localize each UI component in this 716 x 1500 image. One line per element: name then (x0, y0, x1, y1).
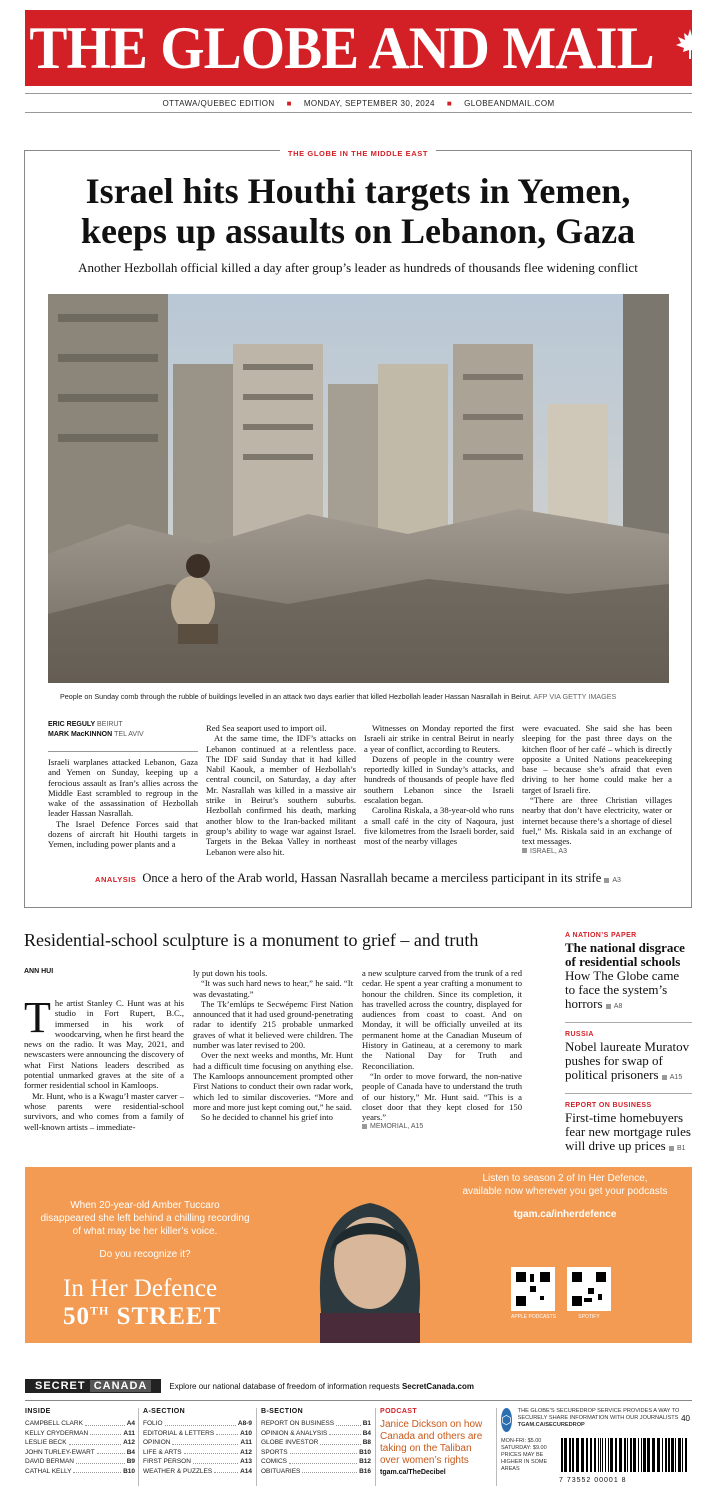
index-item-page: B10 (359, 1448, 371, 1456)
second-column-2 (193, 968, 353, 1122)
lead-column-3 (364, 723, 514, 847)
lead-photo (48, 294, 669, 683)
teaser-headline[interactable]: How The Globe came to face the system’s horrors (565, 968, 680, 1011)
index-row[interactable] (143, 1419, 252, 1429)
leader-dots (302, 1467, 357, 1474)
analysis-ref: A3 (612, 877, 621, 884)
edition-site[interactable]: GLOBEANDMAIL.COM (464, 98, 555, 108)
index-podcast[interactable]: PODCAST Janice Dickson on how Canada and others are taking on the Taliban over women’s rights tgam.ca/TheDecibel (375, 1408, 493, 1486)
securedrop-text: THE GLOBE’S SECUREDROP SERVICE PROVIDES A WAY TO SECURELY SHARE INFORMATION WITH OUR JOURNALISTS (517, 1408, 680, 1421)
square-bullet-icon (362, 1124, 367, 1129)
barcode-bar (662, 1438, 663, 1472)
qr-code-icon (567, 1267, 611, 1311)
leader-dots (329, 1429, 360, 1436)
lead-deck: Another Hezbollah official killed a day after group’s leader as hundreds of thousands flee widening conflict (78, 260, 638, 275)
podcast-link[interactable]: tgam.ca/TheDecibel (380, 1469, 446, 1476)
teaser-kicker: A NATION’S PAPER (565, 932, 637, 939)
index-item-page: A13 (240, 1458, 252, 1465)
podcast-text[interactable]: Janice Dickson on how Canada and others are taking on the Taliban over women’s rights (380, 1419, 483, 1466)
barcode-number: 7 73552 00001 8 (559, 1477, 627, 1484)
barcode-bar (624, 1438, 626, 1472)
index-row[interactable] (143, 1438, 252, 1448)
paragraph: So he decided to channel his grief into (201, 1112, 333, 1123)
barcode-bar (598, 1438, 599, 1472)
byline-rule (48, 751, 198, 752)
paragraph: Mr. Hunt, who is a Kwagu’ł master carver – whose parents were residential-school survivors, and who comes from a family of well-known artists – immediate- (24, 1090, 184, 1132)
barcode-bar (572, 1438, 574, 1472)
ad-left-text: When 20-year-old Amber Tuccaro disappeared she left behind a chilling recording of what may be her killer’s voice. Do you recognize it? (40, 1200, 250, 1260)
second-column-3 (362, 968, 522, 1133)
barcode-bar (561, 1438, 563, 1472)
leader-dots (85, 1419, 125, 1426)
price-line: MON-FRI: $5.00 (501, 1438, 542, 1444)
barcode-bar (594, 1438, 596, 1472)
index-row[interactable] (261, 1438, 371, 1448)
leader-dots (97, 1448, 125, 1455)
index-row[interactable] (143, 1467, 252, 1477)
paragraph: a new sculpture carved from the trunk of a red cedar. He spent a year crafting a monument to honour the children. Since its completion, it has travelled across the country, displayed for audiences from coast to coast. And on Monday, it will be officially unveiled at its permanent home at the Canadian Museum of History in Gatineau, at a ceremony to mark the National Day for Truth and Reconciliation. (362, 968, 522, 1071)
sidebar-teaser[interactable]: A NATION’S PAPER The national disgrace of residential schools How The Globe came to face the system’s horrors A8 (565, 932, 692, 1014)
leader-dots (193, 1457, 238, 1464)
index-item-label: CAMPBELL CLARK (25, 1420, 83, 1427)
secret-link[interactable]: SecretCanada.com (401, 1381, 474, 1391)
barcode-bar (671, 1438, 674, 1472)
masthead-title: THE GLOBE AND MAIL (29, 14, 654, 81)
barcode-bar (569, 1438, 571, 1472)
barcode-bar (647, 1438, 650, 1472)
index-item-label: FOLIO (143, 1420, 163, 1427)
leader-dots (73, 1467, 121, 1474)
lead-column-2 (206, 723, 356, 857)
price-line: PRICES MAY BE (501, 1452, 544, 1458)
index-item-label: OPINION & ANALYSIS (261, 1429, 328, 1437)
securedrop-link[interactable]: TGAM.CA/SECUREDROP (517, 1422, 585, 1428)
caption-credit: AFP VIA GETTY IMAGES (533, 692, 617, 701)
paragraph: Dozens of people in the country were reportedly killed in Sunday’s attacks, and hundreds of thousands of people have fled southern Lebanon since the Israeli escalation began. (364, 753, 514, 806)
edition-date: MONDAY, SEPTEMBER 30, 2024 (303, 98, 435, 108)
teaser-headline[interactable]: Nobel laureate Muratov pushes for swap of political prisoners (565, 1039, 690, 1082)
index-item-label: SPORTS (261, 1448, 288, 1456)
index-a-section: A-SECTION FOLIO A8-9 EDITORIAL & LETTERS A10 OPINION A11 LIFE & ARTS A12 FIRST PERSON A13 WEATHER & PUZZLES A14 (138, 1408, 252, 1486)
paragraph: “It was such hard news to hear,” he said. “It was devastating.” (193, 978, 353, 999)
index-row[interactable] (261, 1419, 371, 1429)
index-row[interactable] (143, 1448, 252, 1458)
paragraph: Carolina Riskala, a 38-year-old who runs a small café in the city of Naqoura, just five kilometres from the Israeli border, said most of the nearby villages (364, 805, 514, 847)
index-item-page: B8 (362, 1439, 371, 1446)
index-item-label: DAVID BERMAN (25, 1458, 74, 1465)
barcode-bar (685, 1438, 687, 1472)
leader-dots (289, 1457, 357, 1464)
barcode-bar (590, 1438, 592, 1472)
index-row[interactable] (261, 1448, 371, 1458)
index-item-page: A10 (240, 1429, 252, 1437)
barcode-bar (652, 1438, 655, 1472)
qr-label: SPOTIFY (578, 1314, 600, 1320)
sidebar-teaser[interactable]: RUSSIA Nobel laureate Muratov pushes for swap of political prisoners A15 (565, 1031, 692, 1085)
leader-dots (290, 1448, 357, 1455)
leader-dots (184, 1448, 239, 1455)
barcode-bar (627, 1438, 628, 1472)
leader-dots (216, 1429, 238, 1436)
barcode-bar (605, 1438, 606, 1472)
jump-link[interactable]: MEMORIAL, A15 (362, 1122, 522, 1132)
index-item-page: B9 (126, 1458, 135, 1465)
paragraph: “In order to move forward, the non-native people of Canada have to understand the truth of our history,” Mr. Hunt said. “This is a closet door that they kept closed for 150 years.” (362, 1070, 522, 1123)
caption-text: People on Sunday comb through the rubble of buildings levelled in an attack two days earlier that killed Hezbollah leader Hassan Nasrallah in Beirut. (60, 692, 532, 701)
barcode-bar (678, 1438, 681, 1472)
qr-spotify[interactable] (567, 1267, 611, 1320)
paragraph: Red Sea seaport used to import oil. (206, 723, 327, 733)
barcode-bar (600, 1438, 601, 1472)
ad-right-text: Listen to season 2 of In Her Defence, available now wherever you get your podcasts tgam.ca/inherdefence (440, 1172, 690, 1221)
price-list (501, 1438, 553, 1484)
edition-bar (25, 93, 692, 113)
index-row[interactable] (25, 1457, 135, 1467)
index-item-page: B1 (362, 1420, 371, 1427)
leader-dots (214, 1467, 238, 1474)
byline-name: MARK MacKINNON (48, 731, 113, 738)
index-item-label: EDITORIAL & LETTERS (143, 1429, 215, 1437)
index-row[interactable] (25, 1448, 135, 1458)
jump-link[interactable]: ISRAEL, A3 (522, 847, 672, 857)
barcode-bar (641, 1438, 642, 1472)
lead-column-1 (48, 757, 198, 850)
teaser-kicker: REPORT ON BUSINESS (565, 1102, 652, 1109)
price-line: SATURDAY: $9.00 (501, 1445, 547, 1451)
lead-headline[interactable] (25, 171, 691, 251)
index-item-label: LESLIE BECK (25, 1439, 67, 1446)
photo-caption (60, 692, 680, 701)
separator-dot-icon: ■ (446, 98, 453, 108)
analysis-teaser[interactable] (25, 871, 691, 886)
index-row[interactable] (261, 1467, 371, 1477)
secret-text: Explore our national database of freedom of information requests (169, 1381, 400, 1391)
index-item-label: OPINION (143, 1439, 171, 1446)
leader-dots (336, 1419, 361, 1426)
index-item-label: JOHN TURLEY-EWART (25, 1448, 95, 1456)
edition-name: OTTAWA/QUEBEC EDITION (162, 98, 275, 108)
leader-dots (76, 1457, 125, 1464)
barcode-bar (633, 1438, 636, 1472)
index-row[interactable] (261, 1429, 371, 1439)
barcode-bar (576, 1438, 579, 1472)
teaser-headline[interactable]: First-time homebuyers fear new mortgage rules will drive up prices (565, 1110, 691, 1153)
leader-dots (90, 1429, 121, 1436)
sidebar-teasers (565, 932, 692, 1156)
index-b-section: B-SECTION REPORT ON BUSINESS B1 OPINION & ANALYSIS B4 GLOBE INVESTOR B8 SPORTS B10 COMICS B12 OBITUARIES B16 (256, 1408, 371, 1486)
drop-cap: T (24, 993, 51, 1042)
barcode-bar (675, 1438, 676, 1472)
ad-title: In Her Defence 50TH STREET (63, 1275, 222, 1330)
teaser-headline-bold[interactable]: The national disgrace of residential schools (565, 940, 685, 969)
index-securedrop (496, 1408, 692, 1486)
barcode-bar (619, 1438, 622, 1472)
maple-leaf-icon (676, 29, 704, 67)
second-byline: ANN HUI (24, 968, 54, 975)
index-item-page: B10 (123, 1467, 135, 1475)
byline-location: BEIRUT (97, 721, 123, 728)
leader-dots (165, 1419, 236, 1426)
divider (565, 1093, 692, 1094)
barcode-bar (630, 1438, 632, 1472)
paragraph: The Israel Defence Forces said that dozens of aircraft hit Houthi targets in Yemen, including power plants and a (48, 818, 198, 850)
index-item-label: REPORT ON BUSINESS (261, 1420, 335, 1427)
square-bullet-icon (604, 878, 609, 883)
index-item-page: B4 (362, 1429, 371, 1437)
barcode-bar (581, 1438, 584, 1472)
masthead (25, 10, 692, 86)
index-item-page: A11 (240, 1439, 252, 1446)
secret-canada-logo: SECRET CANADA (25, 1379, 161, 1393)
sidebar-teaser[interactable]: REPORT ON BUSINESS First-time homebuyers fear new mortgage rules will drive up prices B1 (565, 1102, 691, 1153)
lead-byline (48, 720, 144, 740)
barcode-bar (657, 1438, 660, 1472)
qr-label: APPLE PODCASTS (511, 1314, 557, 1320)
lead-headline-line[interactable]: keeps up assaults on Lebanon, Gaza (80, 211, 636, 251)
separator-dot-icon: ■ (286, 98, 292, 108)
barcode-bar (610, 1438, 613, 1472)
paragraph: At the same time, the IDF’s attacks on Lebanon continued at a relentless pace. The IDF said Sunday that it had killed Nabil Kaouk, a member of Hezbollah’s central council, on Saturday, a day after Mr. Nasrallah was killed in a massive air strike in Beirut’s southern suburbs. Hezbollah confirmed his death, marking another blow to the Iran-backed militant group’s ability to wage war against Israel. Targets in the Bekaa Valley in northeast Lebanon were also hit. (206, 733, 356, 857)
paragraph: ly put down his tools. (193, 968, 268, 978)
index-item-label: GLOBE INVESTOR (261, 1439, 319, 1446)
index-item-label: WEATHER & PUZZLES (143, 1467, 213, 1475)
paragraph: Witnesses on Monday reported the first Israeli air strike in central Beirut in nearly a year of conflict, according to Reuters. (364, 723, 514, 754)
index-item-page: B4 (126, 1448, 135, 1456)
leader-dots (320, 1438, 360, 1445)
index-item-page: B12 (359, 1458, 371, 1465)
lead-column-4 (522, 723, 672, 857)
byline-location: TEL AVIV (114, 731, 144, 738)
second-column-1 (24, 993, 184, 1132)
paragraph: The Tk’emlúps te Secwépemc First Nation announced that it had used ground-penetrating radar to identify 215 probable unmarked graves of what it believed were children. The number was later revised to 200. (193, 998, 353, 1051)
qr-apple[interactable] (511, 1267, 556, 1320)
paragraph: he artist Stanley C. Hunt was at his studio in Fort Rupert, B.C., immersed in his work of woodcarving, when he first heard the news on the radio. It was May, 2021, and newscasters were announcing the discovery of what First Nations leaders described as potential unmarked graves at the site of a former residential school in Kamloops. (24, 998, 184, 1091)
index-row[interactable] (143, 1457, 252, 1467)
index-inside: INSIDE CAMPBELL CLARK A4 KELLY CRYDERMAN A11 LESLIE BECK A12 JOHN TURLEY-EWART B4 DAVID BERMAN B9 CATHAL KELLY B10 (25, 1408, 135, 1475)
index-row[interactable] (143, 1429, 252, 1439)
index-item-label: OBITUARIES (261, 1467, 301, 1475)
square-bullet-icon (606, 1004, 611, 1009)
ad-url[interactable]: tgam.ca/inherdefence (513, 1209, 617, 1220)
analysis-text[interactable]: Once a hero of the Arab world, Hassan Nasrallah became a merciless participant in its strife (142, 871, 602, 885)
lead-kicker: THE GLOBE IN THE MIDDLE EAST (25, 143, 691, 161)
index-item-page: A12 (123, 1439, 135, 1446)
square-bullet-icon (669, 1146, 674, 1151)
index-row[interactable] (261, 1457, 371, 1467)
index-row[interactable] (25, 1438, 135, 1448)
barcode-bar (615, 1438, 617, 1472)
qr-code-icon (511, 1267, 555, 1311)
index-item-page: A12 (240, 1448, 252, 1456)
leader-dots (69, 1438, 122, 1445)
second-headline[interactable]: Residential-school sculpture is a monument to grief – and truth (24, 930, 479, 950)
byline-name: ERIC REGULY (48, 721, 96, 728)
barcode-bar (638, 1438, 639, 1472)
teaser-kicker: RUSSIA (565, 1031, 594, 1038)
paragraph: “There are three Christian villages nearby that don’t have electricity, water or internet because there’s a shortage of diesel fuel,” Ms. Riskala said in an exchange of text messages. (522, 795, 672, 847)
index-item-label: CATHAL KELLY (25, 1467, 72, 1475)
barcode-bar (602, 1438, 603, 1472)
barcode-bar (564, 1438, 567, 1472)
index-item-label: KELLY CRYDERMAN (25, 1429, 89, 1437)
barcode (559, 1438, 689, 1484)
divider (565, 1022, 692, 1023)
index-item-page: A8-9 (237, 1420, 252, 1427)
price-line: HIGHER IN SOME AREAS (501, 1459, 548, 1472)
index-row[interactable] (25, 1419, 135, 1429)
barcode-bar (665, 1438, 667, 1472)
barcode-bar (682, 1438, 683, 1472)
index-row[interactable] (25, 1467, 135, 1477)
barcode-bar (668, 1438, 670, 1472)
index-row[interactable] (25, 1429, 135, 1439)
paragraph: were evacuated. She said she has been sleeping for the past three days on the kitchen floor of her café – which is directly opposite a United Nations peacekeeping base – because she’s afraid that even driving to her home could make her a target of Israeli fire. (522, 723, 672, 795)
index-item-label: FIRST PERSON (143, 1458, 191, 1465)
index-item-label: COMICS (261, 1458, 287, 1465)
secret-canada-bar[interactable] (25, 1378, 692, 1394)
index-item-label: LIFE & ARTS (143, 1448, 182, 1456)
index-rule (25, 1400, 692, 1401)
analysis-label: ANALYSIS (95, 875, 137, 884)
index-item-page: A4 (126, 1420, 135, 1427)
square-bullet-icon (522, 848, 527, 853)
barcode-bar (586, 1438, 588, 1472)
square-bullet-icon (662, 1075, 667, 1080)
index-item-page: A14 (240, 1467, 252, 1475)
barcode-bar (608, 1438, 609, 1472)
paragraph: Israeli warplanes attacked Lebanon, Gaza and Yemen on Sunday, keeping up a ferocious assault as Iran’s allies across the Middle East scrambled to regroup in the wake of the assassination of Hezbollah leader Hassan Nasrallah. (48, 757, 198, 819)
securedrop-icon: ⬡ (501, 1408, 512, 1432)
leader-dots (172, 1438, 238, 1445)
podcast-ad[interactable] (25, 1167, 692, 1343)
issue-number: 40 (681, 1414, 690, 1423)
index-item-page: B16 (359, 1467, 371, 1475)
index-item-page: A11 (123, 1429, 135, 1437)
lead-story (24, 150, 692, 908)
paragraph: Over the next weeks and months, Mr. Hunt had a difficult time focusing on anything else. The Kamloops announcement prompted other First Nations to conduct their own radar work, which led to similar discoveries. “More and more and more just kept coming out,” he said. (193, 1050, 353, 1112)
barcode-bar (643, 1438, 646, 1472)
portrait-illustration (275, 1173, 465, 1343)
lead-headline-line[interactable]: Israel hits Houthi targets in Yemen, (85, 171, 631, 211)
